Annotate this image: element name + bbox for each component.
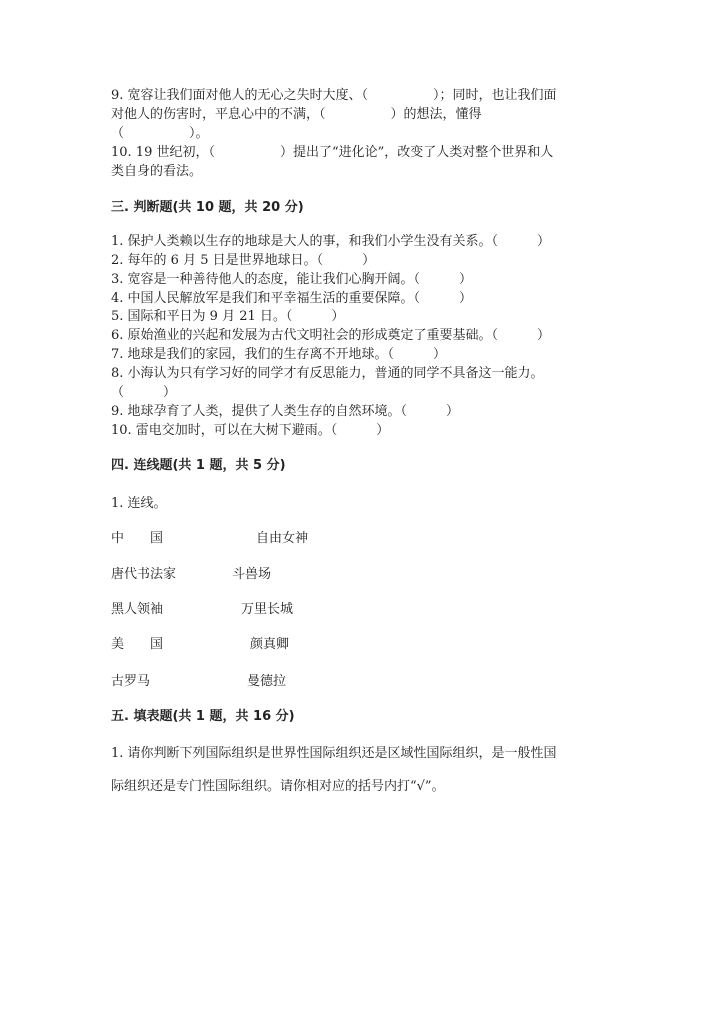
judge-item: 4. 中国人民解放军是我们和平幸福生活的重要保障。（ ） [111,291,473,306]
question-10-line: 10. 19 世纪初，（ ）提出了“进化论”，改变了人类对整个世界和人 [111,145,554,160]
judge-item: 8. 小海认为只有学习好的同学才有反思能力，普通的同学不具备这一能力。 [111,366,544,381]
judge-item: 10. 雷电交加时，可以在大树下避雨。（ ） [111,423,390,438]
match-left-item: 唐代书法家 [111,567,177,582]
match-left-item: 古罗马 [111,674,151,689]
table-question-line: 1. 请你判断下列国际组织是世界性国际组织还是区域性国际组织，是一般性国 [111,746,557,761]
match-right-item: 自由女神 [256,531,309,546]
question-9-line: （ ）。 [111,126,209,141]
question-10-line: 类自身的看法。 [111,164,203,179]
match-left-item: 中 国 [111,531,164,546]
judge-item: 7. 地球是我们的家园，我们的生存离不开地球。（ ） [111,347,447,362]
judge-item: 5. 国际和平日为 9 月 21 日。（ ） [111,309,345,324]
match-prompt: 1. 连线。 [111,496,167,511]
judge-item: 2. 每年的 6 月 5 日是世界地球日。（ ） [111,253,376,268]
question-9-line: 9. 宽容让我们面对他人的无心之失时大度、（ ）；同时，也让我们面 [111,88,557,103]
judge-item: （ ） [111,385,177,400]
match-right-item: 曼德拉 [247,674,287,689]
judge-item: 6. 原始渔业的兴起和发展为古代文明社会的形成奠定了重要基础。（ ） [111,328,551,343]
match-left-item: 美 国 [111,637,164,652]
judge-item: 1. 保护人类赖以生存的地球是大人的事，和我们小学生没有关系。（ ） [111,234,551,249]
match-right-item: 万里长城 [241,602,294,617]
judge-item: 3. 宽容是一种善待他人的态度，能让我们心胸开阔。（ ） [111,272,473,287]
section-heading-table: 五. 填表题(共 1 题，共 16 分) [111,709,295,724]
section-heading-judge: 三. 判断题(共 10 题，共 20 分) [111,200,304,215]
section-heading-match: 四. 连线题(共 1 题，共 5 分) [111,458,286,473]
judge-item: 9. 地球孕育了人类，提供了人类生存的自然环境。（ ） [111,404,460,419]
match-right-item: 斗兽场 [232,567,272,582]
match-right-item: 颜真卿 [250,637,290,652]
table-question-line: 际组织还是专门性国际组织。请你相对应的括号内打“√”。 [111,779,445,794]
match-left-item: 黑人领袖 [111,602,164,617]
question-9-line: 对他人的伤害时，平息心中的不满，（ ）的想法，懂得 [111,107,482,122]
